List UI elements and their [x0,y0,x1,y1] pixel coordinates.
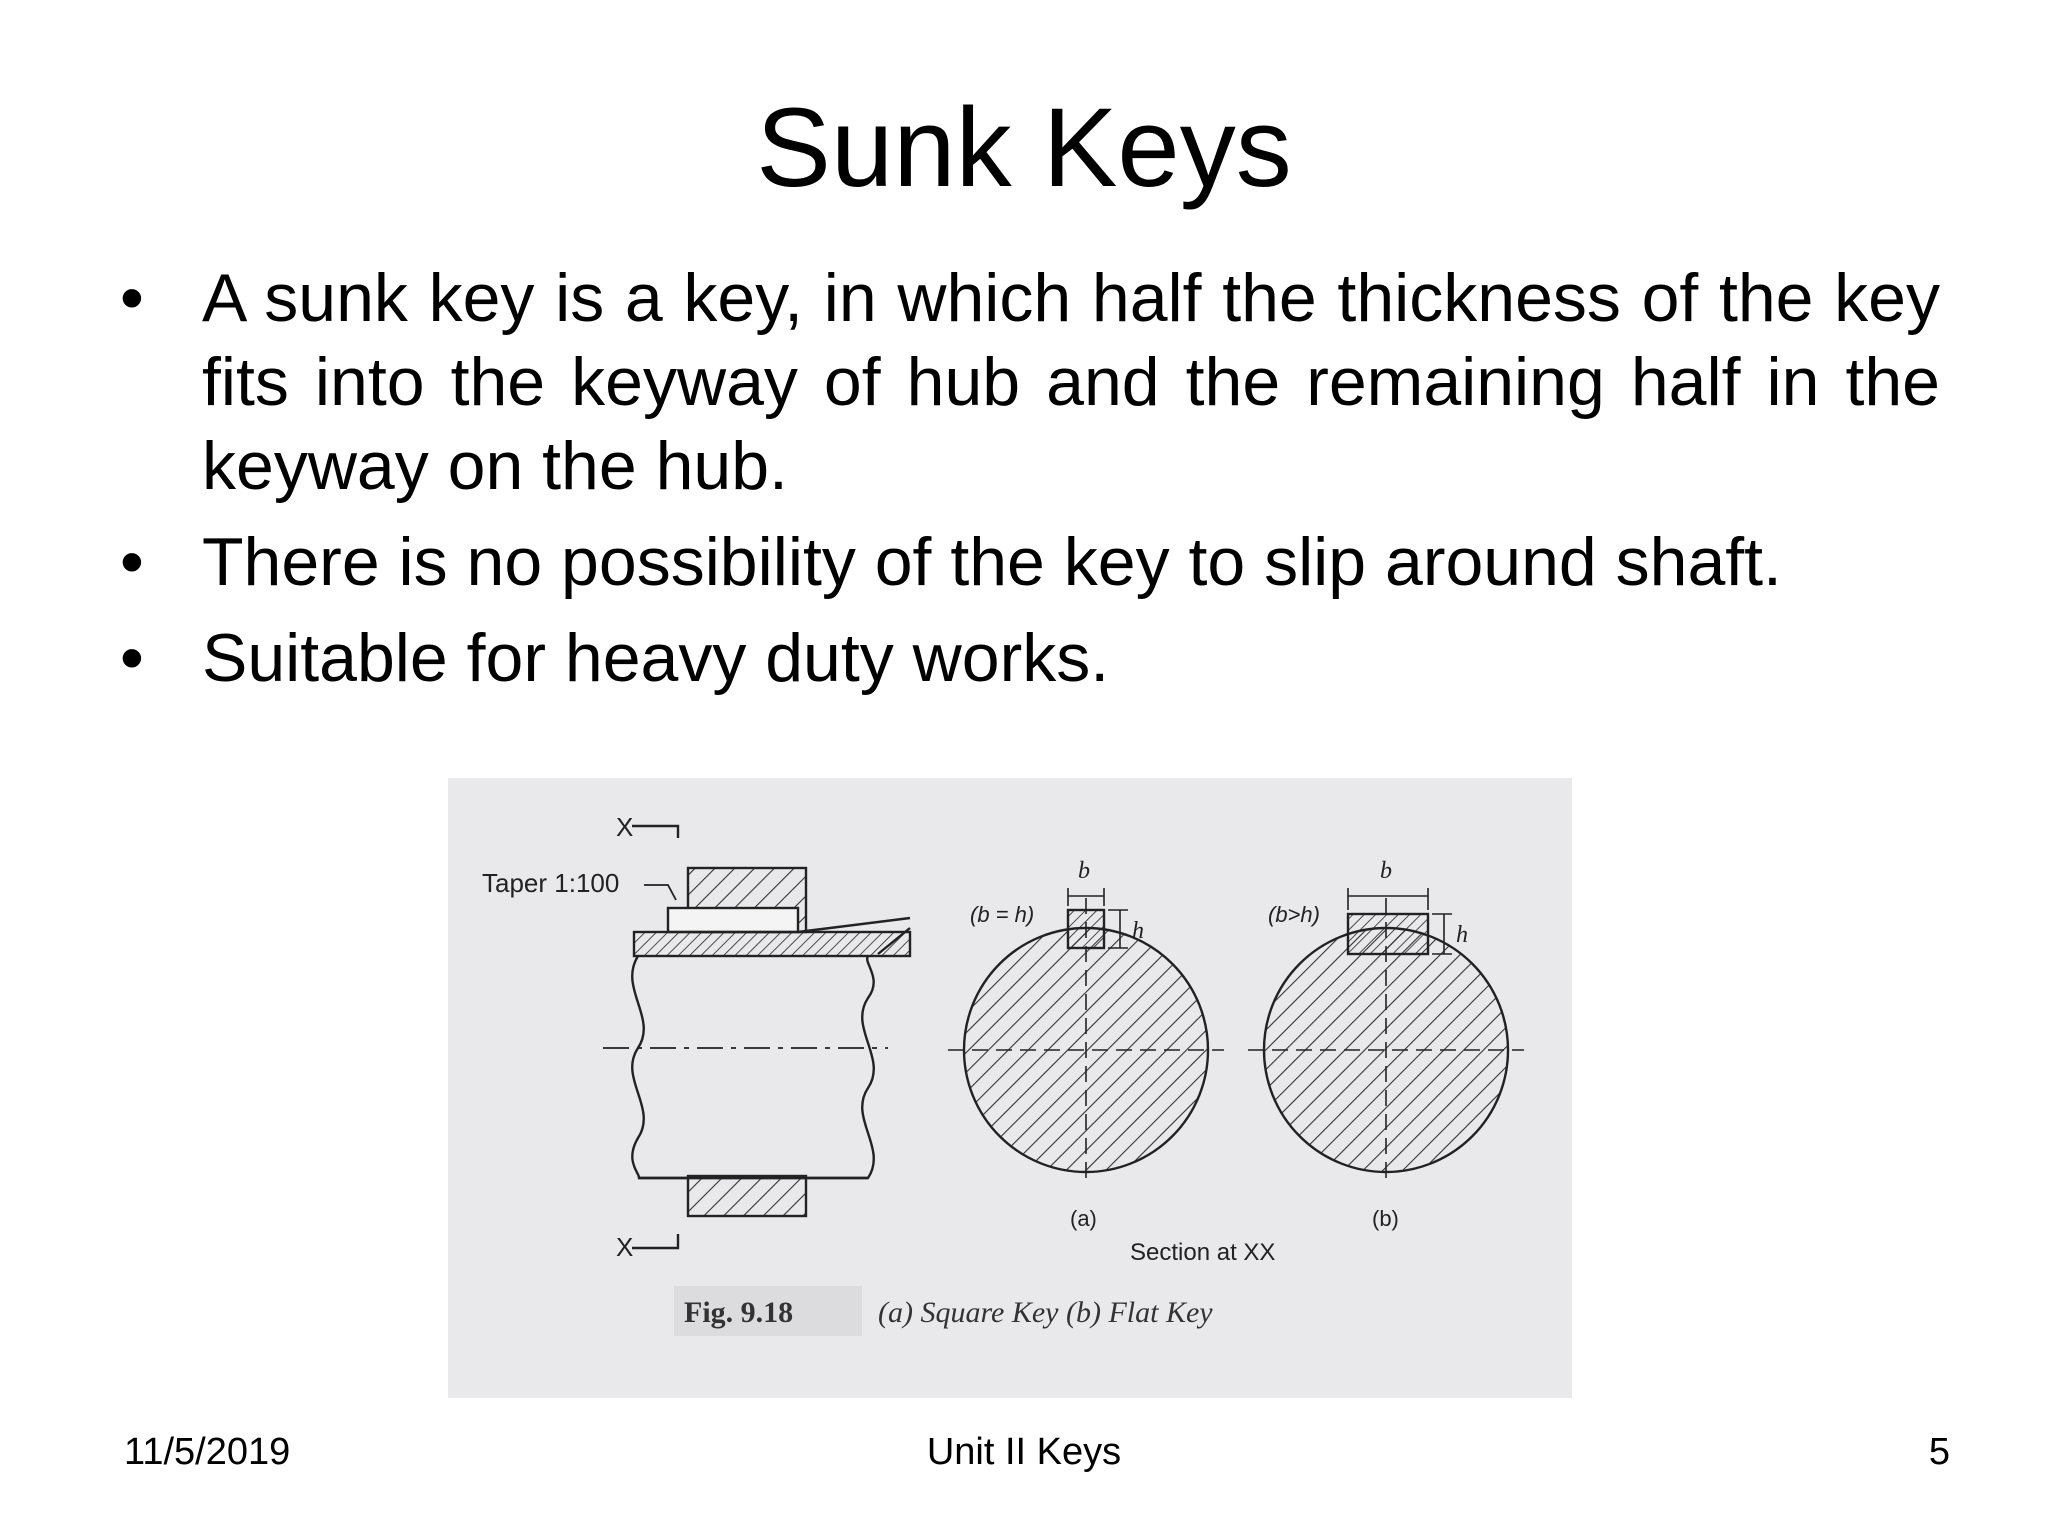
shaft-broken-outline [632,956,874,1178]
taper-key [668,908,798,932]
section-marker-top: X [616,812,634,842]
dim-h-a: h [1132,918,1144,944]
section-b [1248,888,1524,1180]
hub-bottom [688,1176,806,1216]
section-marker-bottom: X [616,1232,634,1262]
condition-b: (b>h) [1268,902,1320,927]
bullet-item [120,256,1940,508]
taper-label: Taper 1:100 [482,868,620,898]
label-b: (b) [1372,1206,1399,1231]
section-label: Section at XX [1130,1239,1276,1266]
flat-key [1348,914,1428,954]
dim-b-a: b [1078,858,1090,884]
section-a [948,888,1224,1180]
slide-title: Sunk Keys [756,85,1292,210]
footer-title: Unit II Keys [926,1431,1122,1473]
label-a: (a) [1070,1206,1097,1231]
bullet-dot: • [120,260,144,336]
bullet-text: A sunk key is a key, in which half the thickness of the key fits into the keyway of hub and the remaining half in the keyway on the hub. [202,260,1940,504]
fig-caption: (a) Square Key (b) Flat Key [878,1296,1213,1329]
bullet-dot: • [120,524,144,600]
keyway-strip [634,932,910,956]
bullet-list [120,256,1940,712]
figure-drawing [448,778,1572,1398]
fig-number: Fig. 9.18 [684,1296,794,1329]
footer-date: 11/5/2019 [124,1431,291,1473]
bullet-dot: • [120,620,144,696]
condition-a: (b = h) [970,902,1035,927]
dim-h-b: h [1456,922,1468,948]
longitudinal-view [603,826,910,1248]
dim-b-b: b [1380,858,1392,884]
sunk-key-figure [448,778,1572,1398]
bullet-item [120,616,1940,700]
bullet-text: Suitable for heavy duty works. [202,620,1110,696]
page-number: 5 [1928,1431,1950,1473]
bullet-text: There is no possibility of the key to slip around shaft. [202,524,1782,600]
bullet-item [120,520,1940,604]
